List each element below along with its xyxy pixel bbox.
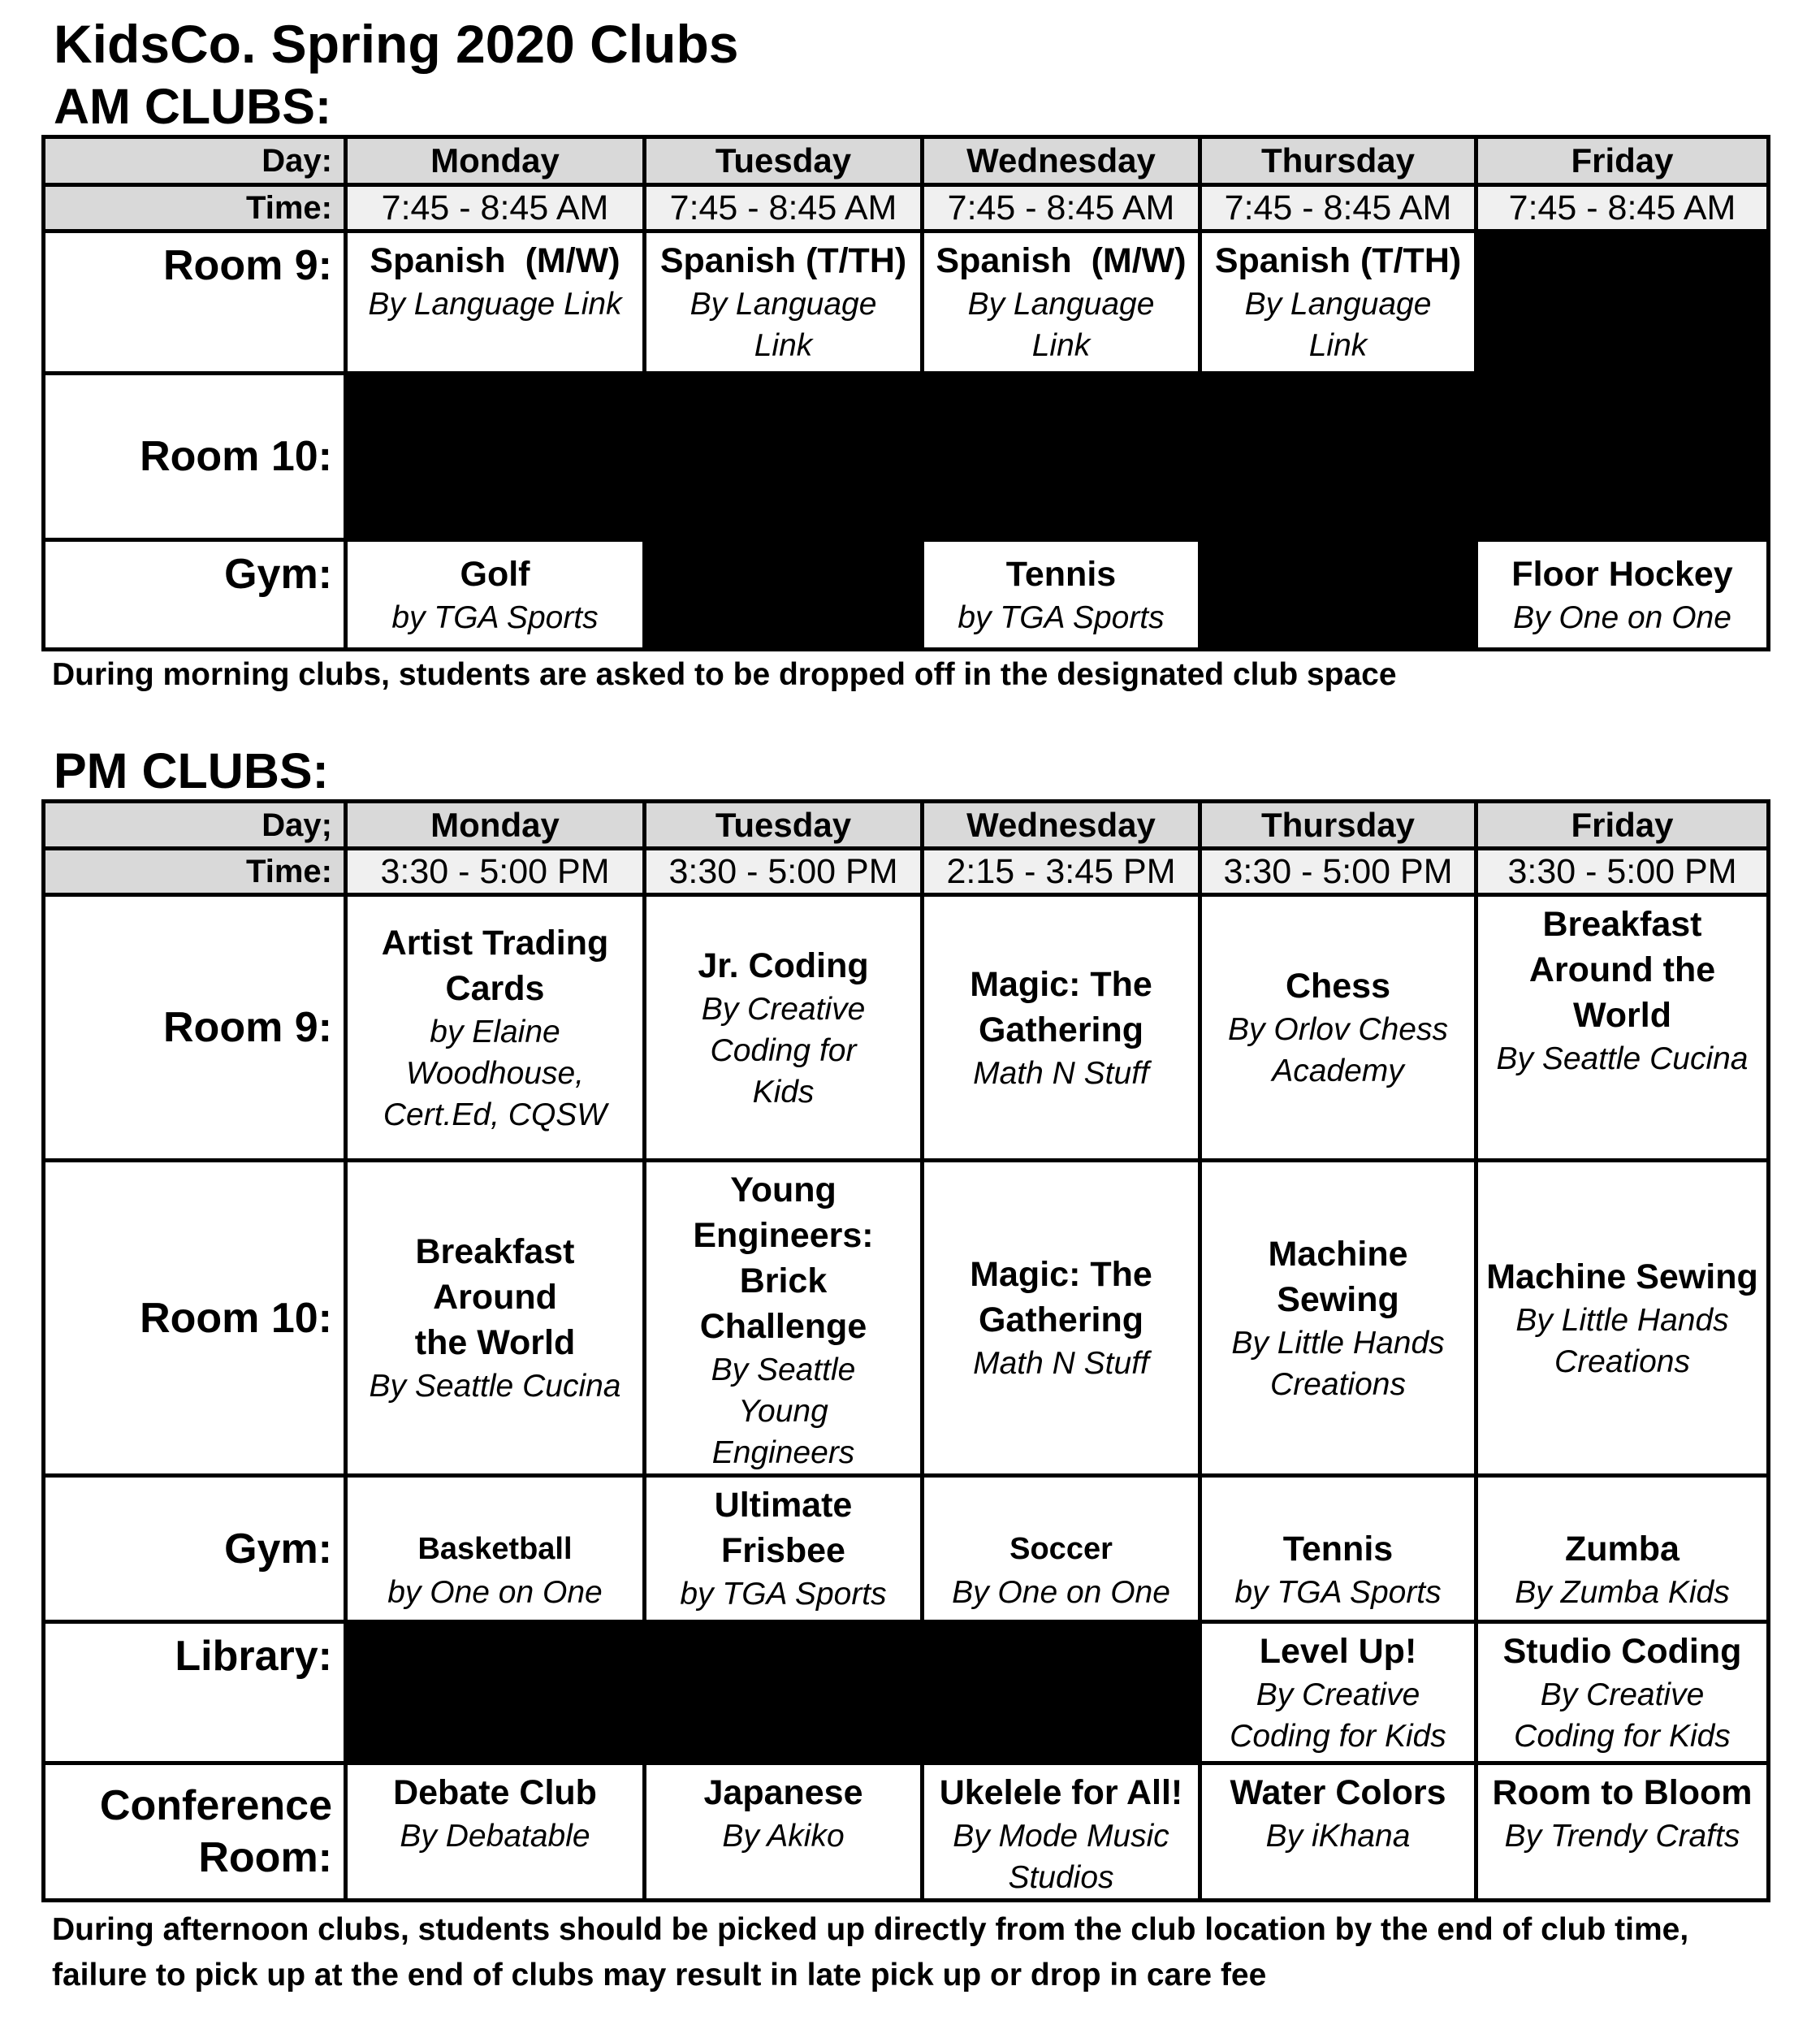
am-time-row	[44, 185, 1769, 231]
am-room9-thursday	[1200, 231, 1476, 374]
club-name: Tennis	[1005, 554, 1117, 594]
pm-conference-friday	[1476, 1763, 1769, 1901]
pm-day-wednesday: Wednesday	[923, 802, 1200, 849]
pm-conference-wednesday	[923, 1763, 1200, 1901]
am-day-row	[44, 137, 1769, 185]
club-provider: by TGA Sports	[680, 1577, 887, 1612]
am-gym-friday	[1476, 540, 1769, 650]
pm-room10-label: Room 10:	[44, 1161, 346, 1476]
pm-day-tuesday: Tuesday	[645, 802, 923, 849]
pm-time-thursday: 3:30 - 5:00 PM	[1200, 849, 1476, 895]
am-room9-tuesday	[645, 231, 923, 374]
pm-conference-tuesday	[645, 1763, 923, 1901]
pm-library-label: Library:	[44, 1622, 346, 1763]
pm-room9-label: Room 9:	[44, 895, 346, 1161]
pm-room9-wednesday	[923, 895, 1200, 1161]
am-gym-monday	[346, 540, 645, 650]
club-name: Japanese	[703, 1773, 863, 1812]
am-gym-row	[44, 540, 1769, 650]
am-time-wednesday: 7:45 - 8:45 AM	[923, 185, 1200, 231]
club-provider: By Creative Coding for Kids	[1514, 1677, 1731, 1754]
club-provider: By Zumba Kids	[1515, 1575, 1730, 1610]
am-room9-row	[44, 231, 1769, 374]
pm-time-label: Time:	[44, 849, 346, 895]
am-time-thursday: 7:45 - 8:45 AM	[1200, 185, 1476, 231]
club-name: Breakfast Around the World	[1528, 905, 1716, 1035]
am-day-monday: Monday	[346, 137, 645, 185]
club-provider: By Seattle Young Engineers	[711, 1352, 856, 1470]
club-provider: By iKhana	[1265, 1819, 1411, 1854]
club-name: Chess	[1285, 967, 1391, 1006]
pm-library-thursday	[1200, 1622, 1476, 1763]
club-provider: By Akiko	[722, 1819, 845, 1854]
club-provider: By Language Link	[368, 287, 622, 322]
am-time-friday: 7:45 - 8:45 AM	[1476, 185, 1769, 231]
club-provider: By Language Link	[967, 287, 1155, 363]
club-name: Spanish (T/TH)	[1214, 241, 1462, 280]
club-name: Water Colors	[1230, 1773, 1446, 1812]
am-room10-row	[44, 374, 1769, 540]
club-provider: By Seattle Cucina	[369, 1369, 621, 1404]
pm-day-monday: Monday	[346, 802, 645, 849]
pm-time-wednesday: 2:15 - 3:45 PM	[923, 849, 1200, 895]
am-dropoff-note: During morning clubs, students are asked to be dropped off in the designated club space	[52, 657, 1397, 692]
pm-room10-row	[44, 1161, 1769, 1476]
club-provider: By Debatable	[400, 1819, 590, 1854]
club-provider: By Seattle Cucina	[1496, 1041, 1749, 1076]
pm-library-closed	[346, 1622, 1200, 1763]
club-name: Studio Coding	[1502, 1632, 1742, 1671]
am-day-tuesday: Tuesday	[645, 137, 923, 185]
pm-gym-monday	[346, 1476, 645, 1622]
pm-room10-thursday	[1200, 1161, 1476, 1476]
am-gym-tuesday-closed	[645, 540, 923, 650]
club-provider: By One on One	[1513, 599, 1731, 635]
pm-library-friday	[1476, 1622, 1769, 1763]
pm-room9-thursday	[1200, 895, 1476, 1161]
am-room10-label: Room 10:	[44, 374, 346, 540]
am-room10-closed	[346, 374, 1769, 540]
club-provider: By Orlov Chess Academy	[1228, 1012, 1448, 1088]
pm-schedule-table	[41, 799, 1770, 1902]
club-provider: By Language Link	[1244, 287, 1432, 363]
pm-day-row	[44, 802, 1769, 849]
page-title: KidsCo. Spring 2020 Clubs	[54, 14, 739, 74]
pm-gym-row	[44, 1476, 1769, 1622]
am-time-tuesday: 7:45 - 8:45 AM	[645, 185, 923, 231]
club-name: Golf	[460, 554, 530, 594]
club-name: Spanish (M/W)	[370, 241, 620, 280]
club-name: Soccer	[1009, 1532, 1113, 1566]
pm-conference-label: Conference Room:	[44, 1763, 346, 1901]
club-name: Artist Trading Cards	[381, 923, 609, 1008]
pm-conference-thursday	[1200, 1763, 1476, 1901]
am-day-friday: Friday	[1476, 137, 1769, 185]
club-provider: By Trendy Crafts	[1504, 1819, 1740, 1854]
am-gym-label: Gym:	[44, 540, 346, 650]
club-name: Room to Bloom	[1492, 1773, 1753, 1812]
club-name: Machine Sewing	[1268, 1234, 1408, 1319]
club-name: Debate Club	[393, 1773, 597, 1812]
club-provider: by TGA Sports	[958, 599, 1165, 635]
pm-room9-monday	[346, 895, 645, 1161]
club-name: Spanish (M/W)	[936, 241, 1187, 280]
club-provider: By Language Link	[690, 287, 877, 363]
pm-clubs-heading: PM CLUBS:	[54, 743, 329, 798]
club-provider: By Little Hands Creations	[1231, 1325, 1445, 1402]
pm-gym-label: Gym:	[44, 1476, 346, 1622]
pm-room9-friday	[1476, 895, 1769, 1161]
pm-pickup-note: During afternoon clubs, students should be picked up directly from the club location by the end of club time, failure to pick up at the end of clubs may result in late pick up or drop in care fee	[52, 1912, 1689, 1993]
club-name: Level Up!	[1259, 1632, 1417, 1671]
am-room9-label: Room 9:	[44, 231, 346, 374]
club-name: Ultimate Frisbee	[714, 1486, 853, 1570]
am-time-label: Time:	[44, 185, 346, 231]
pm-day-thursday: Thursday	[1200, 802, 1476, 849]
pm-day-label: Day;	[44, 802, 346, 849]
pm-time-tuesday: 3:30 - 5:00 PM	[645, 849, 923, 895]
club-provider: by One on One	[387, 1575, 603, 1610]
pm-conference-row	[44, 1763, 1769, 1901]
am-room9-wednesday	[923, 231, 1200, 374]
club-provider: By Mode Music Studios	[953, 1819, 1169, 1895]
club-name: Ukelele for All!	[939, 1773, 1183, 1812]
am-room9-monday	[346, 231, 645, 374]
pm-library-row	[44, 1622, 1769, 1763]
pm-room9-tuesday	[645, 895, 923, 1161]
club-provider: by TGA Sports	[1234, 1575, 1442, 1610]
club-name: Tennis	[1282, 1530, 1394, 1569]
club-name: Jr. Coding	[698, 945, 869, 985]
club-provider: Math N Stuff	[973, 1346, 1149, 1381]
am-clubs-heading: AM CLUBS:	[54, 79, 332, 134]
am-gym-wednesday	[923, 540, 1200, 650]
club-name: Spanish (T/TH)	[659, 241, 907, 280]
club-provider: By Little Hands Creations	[1515, 1302, 1729, 1379]
club-provider: by TGA Sports	[391, 599, 599, 635]
pm-room10-friday	[1476, 1161, 1769, 1476]
pm-room9-row	[44, 895, 1769, 1161]
pm-gym-wednesday	[923, 1476, 1200, 1622]
pm-time-friday: 3:30 - 5:00 PM	[1476, 849, 1769, 895]
pm-time-row	[44, 849, 1769, 895]
pm-room10-tuesday	[645, 1161, 923, 1476]
am-day-wednesday: Wednesday	[923, 137, 1200, 185]
club-name: Machine Sewing	[1486, 1257, 1758, 1296]
pm-room10-wednesday	[923, 1161, 1200, 1476]
am-gym-thursday-closed	[1200, 540, 1476, 650]
am-schedule-table	[41, 135, 1770, 651]
pm-conference-monday	[346, 1763, 645, 1901]
pm-time-monday: 3:30 - 5:00 PM	[346, 849, 645, 895]
club-name: Floor Hockey	[1511, 554, 1733, 594]
am-time-monday: 7:45 - 8:45 AM	[346, 185, 645, 231]
club-name: Young Engineers: Brick Challenge	[693, 1170, 874, 1346]
club-name: Breakfast Around the World	[414, 1232, 576, 1362]
club-provider: By Creative Coding for Kids	[1230, 1677, 1446, 1754]
club-name: Magic: The Gathering	[970, 1255, 1152, 1339]
pm-day-friday: Friday	[1476, 802, 1769, 849]
club-name: Zumba	[1565, 1530, 1680, 1569]
pm-gym-friday	[1476, 1476, 1769, 1622]
am-day-label: Day:	[44, 137, 346, 185]
pm-gym-thursday	[1200, 1476, 1476, 1622]
club-provider: by Elaine Woodhouse, Cert.Ed, CQSW	[383, 1014, 607, 1132]
am-day-thursday: Thursday	[1200, 137, 1476, 185]
pm-room10-monday	[346, 1161, 645, 1476]
pm-gym-tuesday	[645, 1476, 923, 1622]
club-name: Magic: The Gathering	[970, 964, 1152, 1049]
club-provider: By Creative Coding for Kids	[701, 991, 866, 1110]
club-provider: Math N Stuff	[973, 1055, 1149, 1091]
am-room9-friday-closed	[1476, 231, 1769, 374]
club-provider: By One on One	[952, 1575, 1170, 1610]
club-name: Basketball	[417, 1532, 573, 1566]
